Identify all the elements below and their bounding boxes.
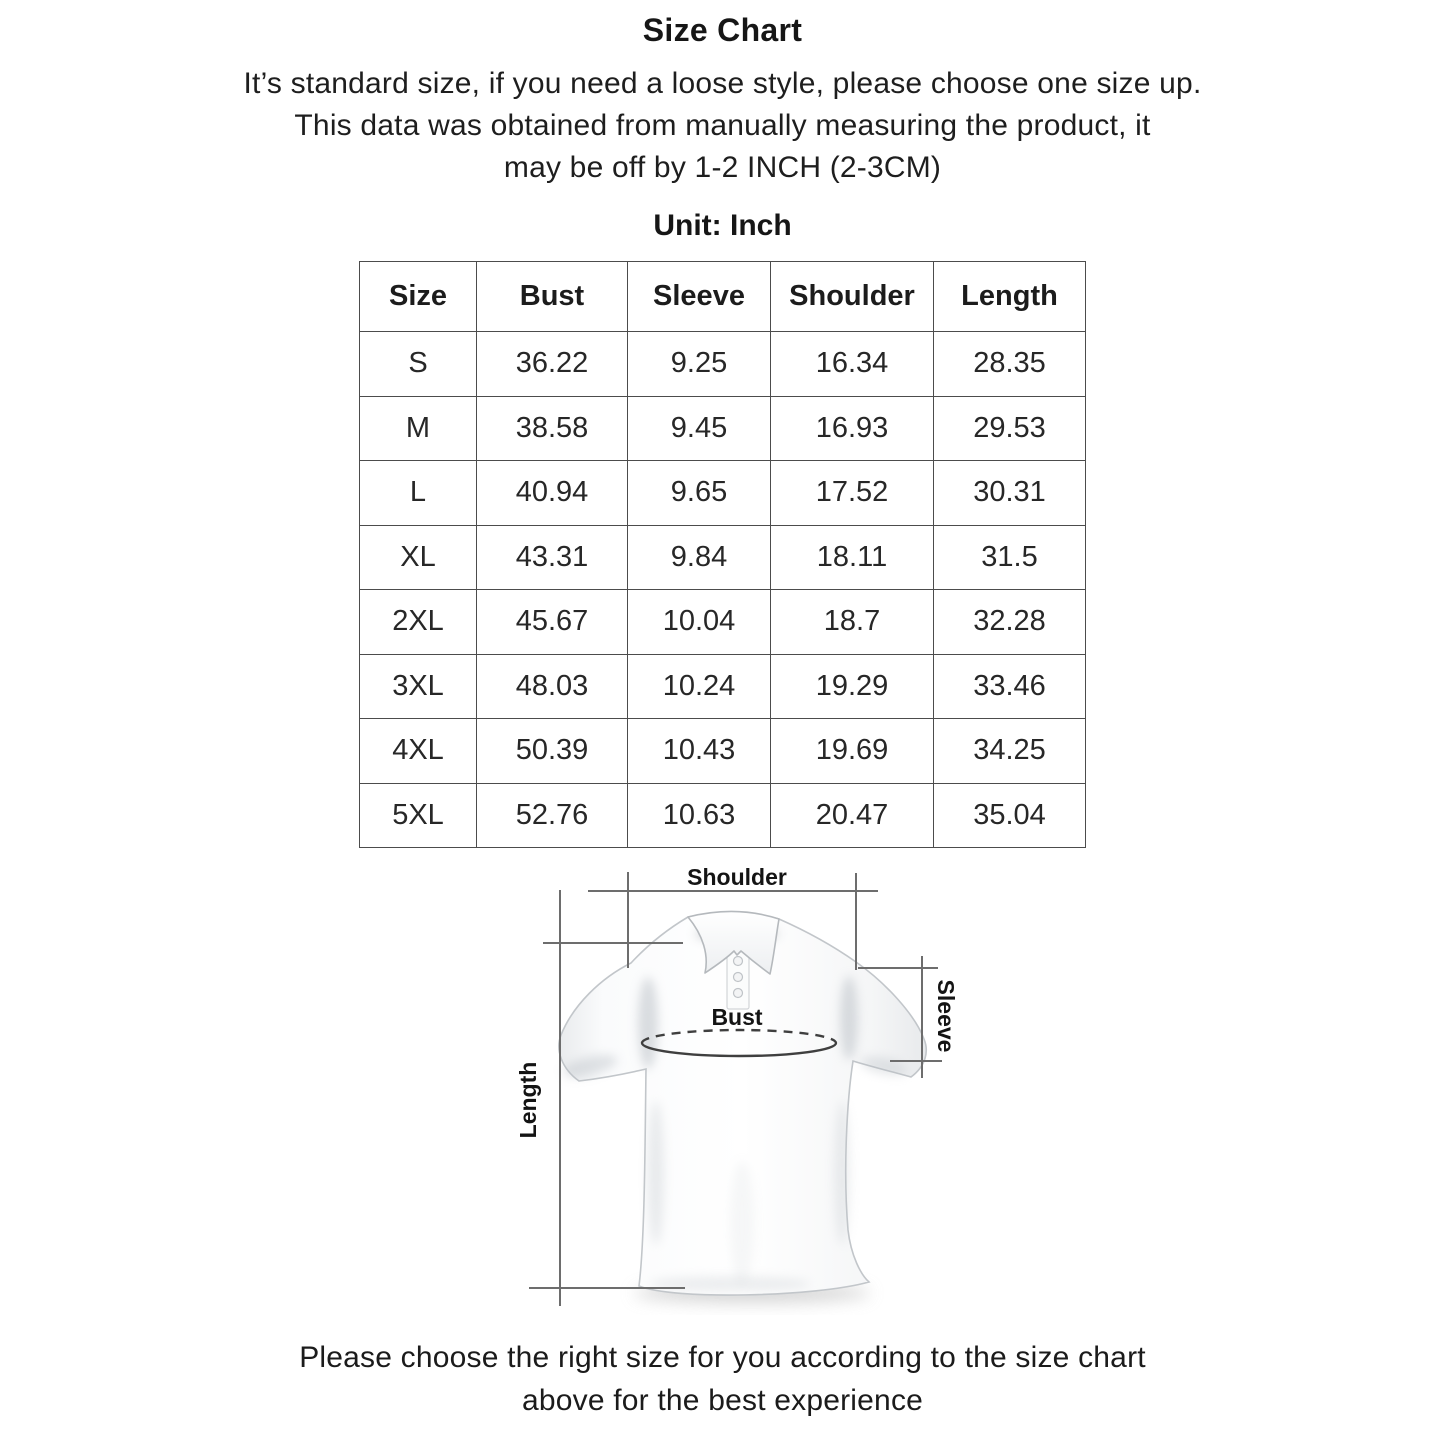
size-table-body bbox=[360, 332, 1086, 848]
size-table bbox=[359, 261, 1086, 848]
size-cell: 3XL bbox=[360, 654, 477, 719]
measurement-cell: 48.03 bbox=[477, 654, 628, 719]
footer-note-line: above for the best experience bbox=[521, 1384, 924, 1417]
measurement-cell: 10.24 bbox=[628, 654, 771, 719]
footer-note-line: Please choose the right size for you according to the size chart bbox=[299, 1341, 1146, 1374]
measurement-cell: 33.46 bbox=[934, 654, 1086, 719]
size-table-header-row bbox=[360, 262, 1086, 332]
measurement-cell: 10.63 bbox=[628, 783, 771, 848]
column-header-sleeve: Sleeve bbox=[628, 262, 771, 332]
size-cell: L bbox=[360, 461, 477, 526]
measurement-cell: 9.25 bbox=[628, 332, 771, 397]
measurement-cell: 29.53 bbox=[934, 396, 1086, 461]
measurement-cell: 18.11 bbox=[771, 525, 934, 590]
measurement-cell: 9.84 bbox=[628, 525, 771, 590]
measurement-cell: 52.76 bbox=[477, 783, 628, 848]
measurement-cell: 19.29 bbox=[771, 654, 934, 719]
column-header-bust: Bust bbox=[477, 262, 628, 332]
measurement-cell: 45.67 bbox=[477, 590, 628, 655]
footer-note bbox=[0, 1336, 1445, 1422]
size-cell: 5XL bbox=[360, 783, 477, 848]
measurement-cell: 20.47 bbox=[771, 783, 934, 848]
measurement-cell: 16.34 bbox=[771, 332, 934, 397]
measurement-cell: 10.43 bbox=[628, 719, 771, 784]
table-row bbox=[360, 783, 1086, 848]
measurement-cell: 9.65 bbox=[628, 461, 771, 526]
bust-label: Bust bbox=[711, 1004, 763, 1030]
measurement-cell: 18.7 bbox=[771, 590, 934, 655]
sleeve-label: Sleeve bbox=[933, 979, 959, 1053]
measurement-cell: 19.69 bbox=[771, 719, 934, 784]
shoulder-label: Shoulder bbox=[687, 864, 787, 890]
table-row bbox=[360, 654, 1086, 719]
column-header-length: Length bbox=[934, 262, 1086, 332]
measurement-cell: 16.93 bbox=[771, 396, 934, 461]
measurement-cell: 28.35 bbox=[934, 332, 1086, 397]
measurement-cell: 9.45 bbox=[628, 396, 771, 461]
column-header-shoulder: Shoulder bbox=[771, 262, 934, 332]
table-row bbox=[360, 590, 1086, 655]
table-row bbox=[360, 332, 1086, 397]
size-cell: 4XL bbox=[360, 719, 477, 784]
size-cell: 2XL bbox=[360, 590, 477, 655]
measurement-cell: 30.31 bbox=[934, 461, 1086, 526]
size-note bbox=[0, 63, 1445, 189]
measurement-cell: 40.94 bbox=[477, 461, 628, 526]
measurement-cell: 50.39 bbox=[477, 719, 628, 784]
measurement-cell: 34.25 bbox=[934, 719, 1086, 784]
size-note-line: may be off by 1-2 INCH (2-3CM) bbox=[503, 151, 942, 184]
size-note-line: This data was obtained from manually measuring the product, it bbox=[294, 109, 1151, 142]
measurement-cell: 35.04 bbox=[934, 783, 1086, 848]
measurement-cell: 38.58 bbox=[477, 396, 628, 461]
table-row bbox=[360, 396, 1086, 461]
column-header-size: Size bbox=[360, 262, 477, 332]
page-title: Size Chart bbox=[642, 12, 803, 48]
measurement-cell: 10.04 bbox=[628, 590, 771, 655]
unit-label: Unit: Inch bbox=[653, 209, 792, 242]
measurement-cell: 43.31 bbox=[477, 525, 628, 590]
table-row bbox=[360, 461, 1086, 526]
size-note-line: It’s standard size, if you need a loose style, please choose one size up. bbox=[243, 67, 1202, 100]
table-row bbox=[360, 525, 1086, 590]
size-cell: S bbox=[360, 332, 477, 397]
shirt-buttons bbox=[734, 957, 743, 998]
measurement-cell: 36.22 bbox=[477, 332, 628, 397]
measurement-cell: 32.28 bbox=[934, 590, 1086, 655]
size-cell: M bbox=[360, 396, 477, 461]
measurement-cell: 31.5 bbox=[934, 525, 1086, 590]
length-label: Length bbox=[515, 1061, 541, 1139]
shirt-measurement-diagram bbox=[500, 858, 1000, 1318]
table-row bbox=[360, 719, 1086, 784]
size-cell: XL bbox=[360, 525, 477, 590]
measurement-cell: 17.52 bbox=[771, 461, 934, 526]
